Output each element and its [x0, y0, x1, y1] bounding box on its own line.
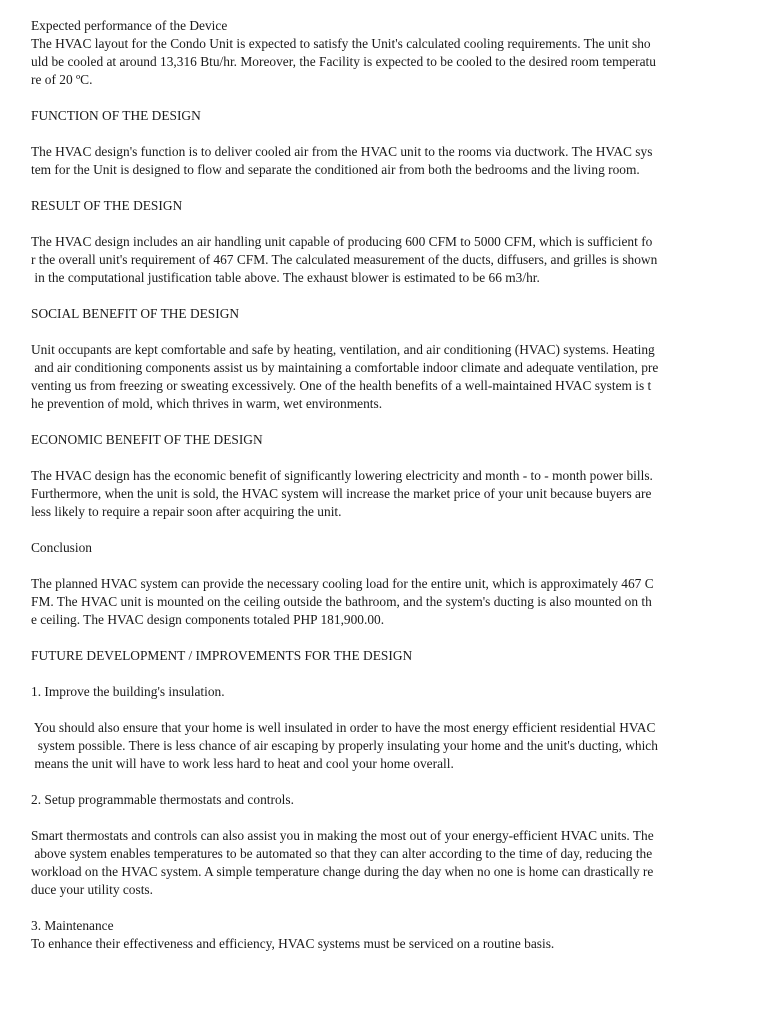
paragraph-spacer [31, 701, 737, 719]
text-line: Smart thermostats and controls can also assist you in making the most out of your energy-efficient HVAC units. The [31, 828, 654, 843]
text-line: You should also ensure that your home is well insulated in order to have the most energy efficient residential HVAC [31, 720, 656, 735]
text-line: he prevention of mold, which thrives in warm, wet environments. [31, 396, 383, 411]
result-heading [31, 197, 737, 215]
text-line: Unit occupants are kept comfortable and safe by heating, ventilation, and air conditioning (HVAC) systems. Heating [31, 342, 655, 357]
paragraph-spacer [31, 125, 737, 143]
text-line: Furthermore, when the unit is sold, the HVAC system will increase the market price of your unit because buyers are [31, 486, 652, 501]
text-line: and air conditioning components assist us by maintaining a comfortable indoor climate and adequate ventilation, pre [31, 360, 659, 375]
economic-benefit-paragraph [31, 467, 737, 521]
expected-performance-paragraph [31, 35, 737, 89]
thermostat-item-paragraph [31, 827, 737, 899]
document-page [31, 17, 737, 953]
text-line: Expected performance of the Device [31, 18, 228, 33]
economic-benefit-heading [31, 431, 737, 449]
paragraph-spacer [31, 413, 737, 431]
social-benefit-heading [31, 305, 737, 323]
text-line: 3. Maintenance [31, 918, 114, 933]
text-line: 2. Setup programmable thermostats and controls. [31, 792, 294, 807]
insulation-item-paragraph [31, 719, 737, 773]
text-line: RESULT OF THE DESIGN [31, 198, 183, 213]
future-development-heading [31, 647, 737, 665]
thermostat-item-heading [31, 791, 737, 809]
text-line: duce your utility costs. [31, 882, 153, 897]
text-line: above system enables temperatures to be automated so that they can alter according to the time of day, reducing the [31, 846, 653, 861]
paragraph-spacer [31, 629, 737, 647]
paragraph-spacer [31, 557, 737, 575]
paragraph-spacer [31, 773, 737, 791]
paragraph-spacer [31, 899, 737, 917]
text-line: system possible. There is less chance of air escaping by properly insulating your home and the unit's ducting, which [31, 738, 658, 753]
social-benefit-paragraph [31, 341, 737, 413]
text-line: ECONOMIC BENEFIT OF THE DESIGN [31, 432, 263, 447]
text-line: The HVAC design includes an air handling unit capable of producing 600 CFM to 5000 CFM, which is sufficient fo [31, 234, 653, 249]
text-line: The planned HVAC system can provide the necessary cooling load for the entire unit, which is approximately 467 C [31, 576, 654, 591]
paragraph-spacer [31, 287, 737, 305]
text-line: venting us from freezing or sweating excessively. One of the health benefits of a well-maintained HVAC system is t [31, 378, 652, 393]
text-line: means the unit will have to work less hard to heat and cool your home overall. [31, 756, 454, 771]
paragraph-spacer [31, 179, 737, 197]
text-line: tem for the Unit is designed to flow and separate the conditioned air from both the bedrooms and the living room. [31, 162, 640, 177]
text-line: in the computational justification table above. The exhaust blower is estimated to be 66 m3/hr. [31, 270, 540, 285]
maintenance-item-paragraph [31, 935, 737, 953]
text-line: less likely to require a repair soon after acquiring the unit. [31, 504, 342, 519]
text-line: To enhance their effectiveness and efficiency, HVAC systems must be serviced on a routine basis. [31, 936, 555, 951]
paragraph-spacer [31, 521, 737, 539]
text-line: The HVAC design has the economic benefit of significantly lowering electricity and month - to - month power bills. [31, 468, 653, 483]
paragraph-spacer [31, 665, 737, 683]
text-line: 1. Improve the building's insulation. [31, 684, 225, 699]
conclusion-paragraph [31, 575, 737, 629]
text-line: Conclusion [31, 540, 93, 555]
expected-performance-heading [31, 17, 737, 35]
maintenance-item-heading [31, 917, 737, 935]
function-heading [31, 107, 737, 125]
text-line: SOCIAL BENEFIT OF THE DESIGN [31, 306, 240, 321]
text-line: FM. The HVAC unit is mounted on the ceiling outside the bathroom, and the system's ducting is also mounted on th [31, 594, 652, 609]
text-line: FUNCTION OF THE DESIGN [31, 108, 201, 123]
conclusion-heading [31, 539, 737, 557]
text-line: The HVAC layout for the Condo Unit is expected to satisfy the Unit's calculated cooling requirements. The unit sho [31, 36, 651, 51]
text-line: re of 20 ºC. [31, 72, 93, 87]
paragraph-spacer [31, 215, 737, 233]
paragraph-spacer [31, 89, 737, 107]
paragraph-spacer [31, 323, 737, 341]
function-paragraph [31, 143, 737, 179]
result-paragraph [31, 233, 737, 287]
text-line: FUTURE DEVELOPMENT / IMPROVEMENTS FOR THE DESIGN [31, 648, 413, 663]
paragraph-spacer [31, 809, 737, 827]
text-line: uld be cooled at around 13,316 Btu/hr. Moreover, the Facility is expected to be cooled to the desired room temperatu [31, 54, 656, 69]
text-line: e ceiling. The HVAC design components totaled PHP 181,900.00. [31, 612, 385, 627]
text-line: The HVAC design's function is to deliver cooled air from the HVAC unit to the rooms via ductwork. The HVAC sys [31, 144, 653, 159]
insulation-item-heading [31, 683, 737, 701]
paragraph-spacer [31, 449, 737, 467]
text-line: workload on the HVAC system. A simple temperature change during the day when no one is home can drastically re [31, 864, 654, 879]
text-line: r the overall unit's requirement of 467 CFM. The calculated measurement of the ducts, diffusers, and grilles is shown [31, 252, 658, 267]
